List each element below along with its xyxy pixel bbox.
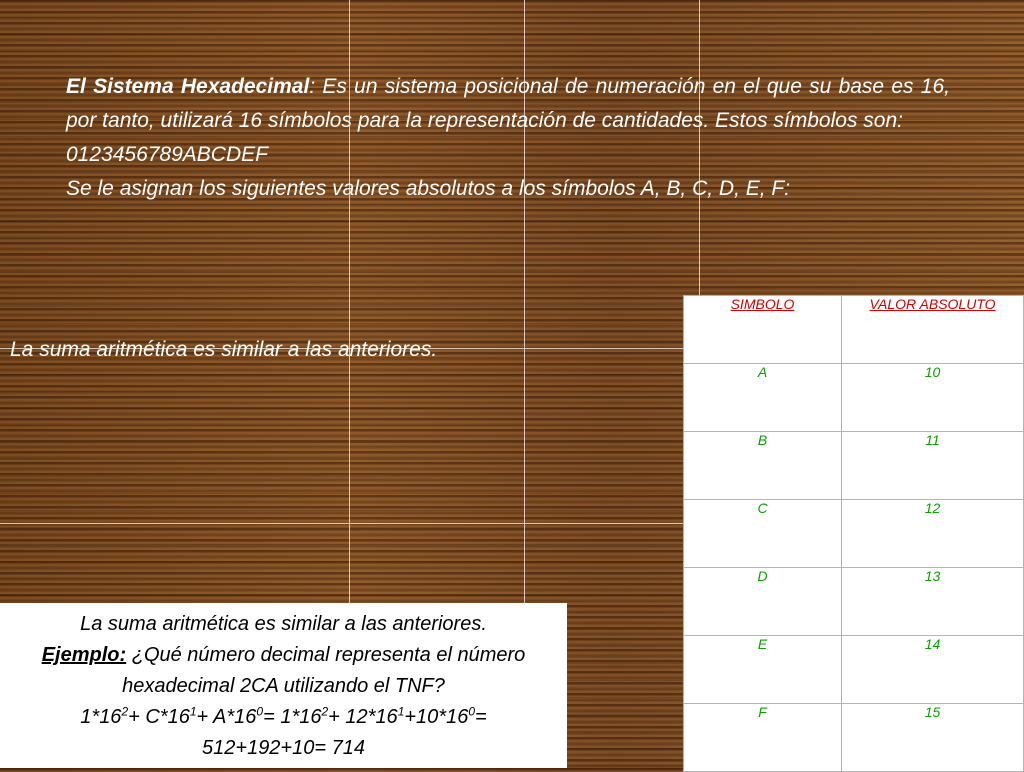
eq-term: =	[475, 706, 487, 728]
value-cell: 12	[842, 500, 1024, 568]
value-cell: 13	[842, 568, 1024, 636]
eq-exponent: 0	[256, 704, 264, 719]
symbol-cell: C	[684, 500, 842, 568]
value-cell: 15	[842, 704, 1024, 772]
header-valor-absoluto: VALOR ABSOLUTO	[842, 296, 1024, 364]
tile-seam	[0, 523, 683, 524]
symbol-cell: F	[684, 704, 842, 772]
eq-term: 1*16	[80, 706, 122, 728]
value-cell: 14	[842, 636, 1024, 704]
symbol-cell: B	[684, 432, 842, 500]
eq-exponent: 0	[468, 704, 476, 719]
sum-note: La suma aritmética es similar a las anteriores.	[10, 338, 438, 361]
table-row	[684, 364, 1024, 432]
eq-exponent: 1	[397, 704, 405, 719]
symbol-cell: D	[684, 568, 842, 636]
symbol-cell: E	[684, 636, 842, 704]
header-simbolo: SIMBOLO	[684, 296, 842, 364]
table-row	[684, 432, 1024, 500]
value-cell: 10	[842, 364, 1024, 432]
symbol-cell: A	[684, 364, 842, 432]
eq-term: +10*16	[404, 706, 469, 728]
hex-values-table	[683, 295, 1024, 772]
eq-exponent: 1	[189, 704, 197, 719]
eq-exponent: 2	[121, 704, 129, 719]
example-equation	[0, 702, 567, 733]
example-question-text: ¿Qué número decimal representa el número hexadecimal 2CA utilizando el TNF?	[122, 644, 526, 697]
table-row	[684, 704, 1024, 772]
intro-definition: : Es un sistema posicional de numeración en el que su base es 16, por tanto, utilizará 16 símbolos para la representación de cantidades. Estos símbolos son:	[66, 75, 950, 132]
eq-term: = 1*16	[263, 706, 322, 728]
example-question	[0, 640, 567, 702]
value-cell: 11	[842, 432, 1024, 500]
assign-text: Se le asignan los siguientes valores absolutos a los símbolos A, B, C, D, E, F:	[66, 177, 791, 200]
table-row	[684, 568, 1024, 636]
eq-term: + 12*16	[328, 706, 398, 728]
intro-title: El Sistema Hexadecimal	[66, 75, 310, 98]
intro-paragraph	[66, 70, 950, 206]
table-header-row	[684, 296, 1024, 364]
example-box	[0, 603, 567, 768]
eq-exponent: 2	[321, 704, 329, 719]
example-sum-note: La suma aritmética es similar a las anteriores.	[80, 613, 487, 635]
eq-term: + A*16	[196, 706, 257, 728]
example-keyword: Ejemplo:	[41, 644, 127, 666]
eq-term: + C*16	[128, 706, 190, 728]
example-result: 512+192+10= 714	[202, 737, 365, 759]
hex-symbols: 0123456789ABCDEF	[66, 143, 268, 166]
table-row	[684, 500, 1024, 568]
table-row	[684, 636, 1024, 704]
